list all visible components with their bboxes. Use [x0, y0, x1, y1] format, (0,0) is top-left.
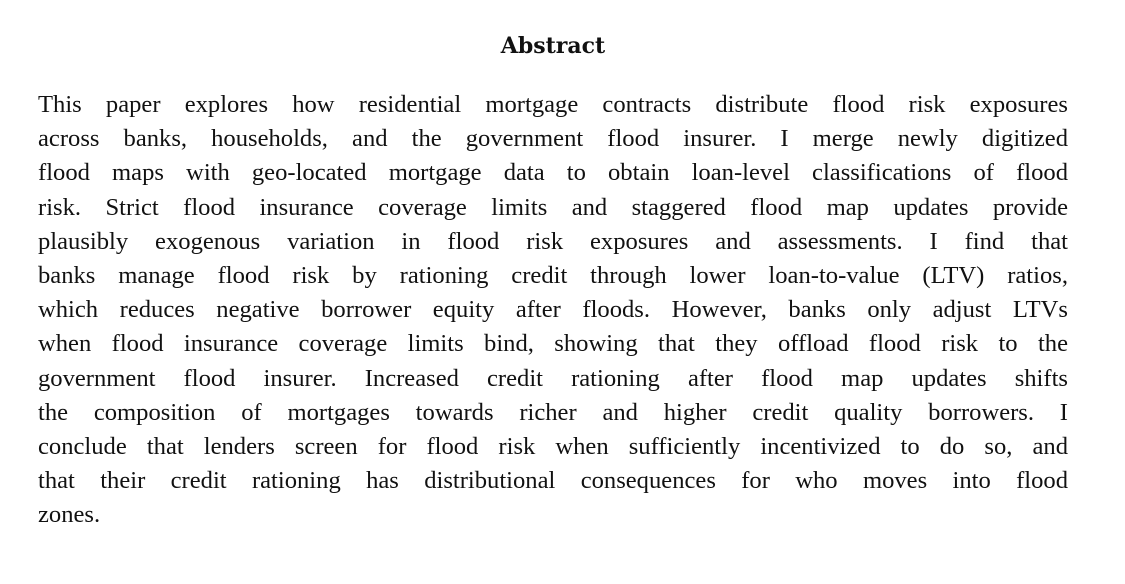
abstract-line: the composition of mortgages towards richer and higher credit quality borrowers. I	[38, 398, 1068, 426]
abstract-line: zones.	[38, 501, 101, 529]
abstract-heading: Abstract	[500, 33, 606, 59]
abstract-line: which reduces negative borrower equity after floods. However, banks only adjust LTVs	[38, 296, 1068, 324]
abstract-line: risk. Strict flood insurance coverage limits and staggered flood map updates provide	[38, 193, 1068, 221]
abstract-line: plausibly exogenous variation in flood risk exposures and assessments. I find that	[38, 227, 1068, 255]
abstract-line: government flood insurer. Increased credit rationing after flood map updates shifts	[38, 364, 1068, 392]
abstract-body	[38, 88, 1068, 533]
abstract-line: that their credit rationing has distributional consequences for who moves into flood	[38, 467, 1068, 495]
abstract-line: banks manage flood risk by rationing credit through lower loan-to-value (LTV) ratios,	[38, 262, 1068, 290]
abstract-line: flood maps with geo-located mortgage data to obtain loan-level classifications of flood	[38, 159, 1068, 187]
abstract-line: when flood insurance coverage limits bind, showing that they offload flood risk to the	[38, 330, 1068, 358]
abstract-line: This paper explores how residential mortgage contracts distribute flood risk exposures	[38, 91, 1068, 118]
abstract-line: across banks, households, and the government flood insurer. I merge newly digitized	[38, 125, 1068, 153]
abstract-line: conclude that lenders screen for flood risk when sufficiently incentivized to do so, and	[38, 433, 1068, 461]
